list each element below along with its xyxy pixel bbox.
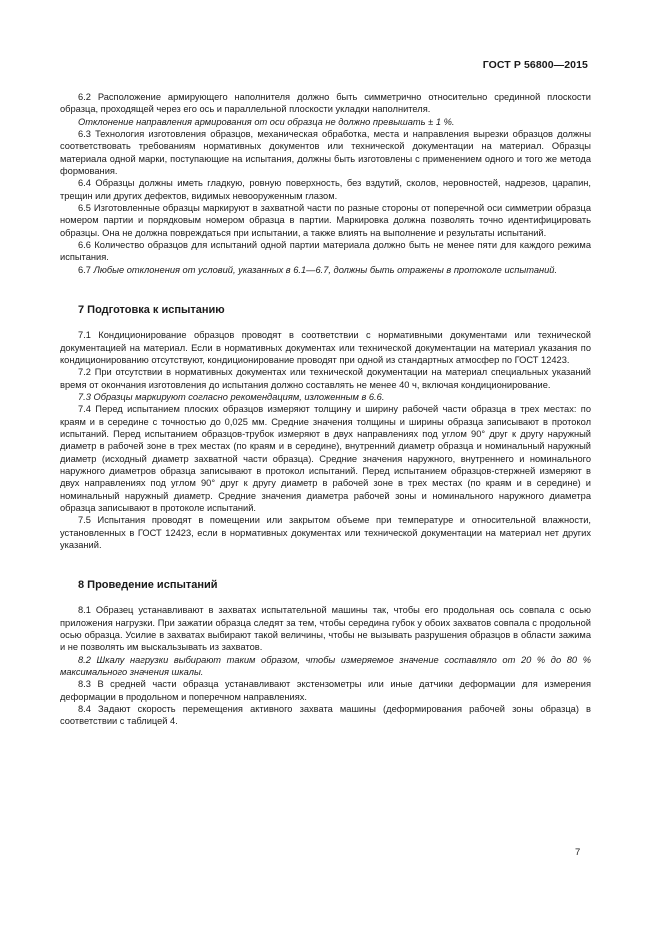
paragraph-7-2: 7.2 При отсутствии в нормативных документах или технической документации на материал специальных указаний время от окончания изготовления до испытания должно составлять не менее 40 ч, включая кондиционирование.	[60, 367, 591, 390]
paragraph-6-3: 6.3 Технология изготовления образцов, механическая обработка, места и направления вырезки образцов должны соответствовать требованиям нормативных документов или технической документации на материал. Образцы материала одной марки, поступающие на испытания, должны быть изготовлены с применением одного и того же метода формования.	[60, 129, 591, 177]
paragraph-7-1: 7.1 Кондиционирование образцов проводят в соответствии с нормативными документами или технической документацией на материал. Если в нормативных документах или технической документации на материал указания по кондиционированию отсутствуют, кондиционирование проводят при одной из стандартных атмосфер по ГОСТ 12423.	[60, 330, 591, 365]
section-7-heading: 7 Подготовка к испытанию	[78, 304, 225, 317]
paragraph-6-2-note: Отклонение направления армирования от оси образца не должно превышать ± 1 %.	[78, 116, 455, 127]
paragraph-6-4: 6.4 Образцы должны иметь гладкую, ровную поверхность, без вздутий, сколов, неровностей, надрезов, царапин, трещин или других дефектов, видимых невооруженным глазом.	[60, 178, 591, 201]
document-code-header: ГОСТ Р 56800—2015	[482, 59, 588, 71]
paragraph-8-2: 8.2 Шкалу нагрузки выбирают таким образом, чтобы измеряемое значение составляло от 20 % до 80 % максимального значения шкалы.	[60, 654, 591, 678]
paragraph-6-2: 6.2 Расположение армирующего наполнителя должно быть симметрично относительно срединной плоскости образца, проходящей через его ось и параллельной плоскости укладки наполнителя.	[60, 92, 591, 115]
paragraph-6-7-text: Любые отклонения от условий, указанных в 6.1—6.7, должны быть отражены в протоколе испытаний.	[93, 264, 558, 275]
paragraph-8-3: 8.3 В средней части образца устанавливают экстензометры или иные датчики деформации для измерения деформации в продольном и поперечном направлениях.	[60, 679, 591, 702]
paragraph-8-4: 8.4 Задают скорость перемещения активного захвата машины (деформирования рабочей зоны образца) в соответствии с таблицей 4.	[60, 704, 591, 727]
paragraph-7-3: 7.3 Образцы маркируют согласно рекомендациям, изложенным в 6.6.	[78, 391, 385, 402]
page-number: 7	[575, 847, 581, 858]
paragraph-7-4: 7.4 Перед испытанием плоских образцов измеряют толщину и ширину рабочей части образца в трех местах: по краям и в середине с точностью до 0,025 мм. Средние значения толщины и ширины образца записывают в протокол испытаний. Перед испытанием образцов-трубок измеряют в двух направлениях под углом 90° друг к другу наружный диаметр в рабочей зоне в трех местах (по краям и в середине), внутренний диаметр образца и номинальный наружный диаметр (исходный диаметр захватной части образца). Средние значения наружного, внутреннего и номинального наружного диаметров образца записывают в протокол испытаний. Перед испытанием образцов-стержней измеряют в двух направлениях под углом 90° друг к другу диаметр в рабочей зоне в трех местах (по краям и в середине) и номинальный наружный диаметр. Средние значения диаметра рабочей зоны и номинального наружного диаметра образца записывают в протоколе испытаний.	[60, 404, 591, 513]
paragraph-6-7	[60, 264, 591, 276]
paragraph-6-6: 6.6 Количество образцов для испытаний одной партии материала должно быть не менее пяти для каждого режима испытания.	[60, 240, 591, 263]
paragraph-8-1: 8.1 Образец устанавливают в захватах испытательной машины так, чтобы его продольная ось совпала с осью приложения нагрузки. При зажатии образца следят за тем, чтобы середина губок у обоих захватов совпала с продольной осью образца. Усилие в захватах выбирают такой величины, чтобы не вызывать разрушения образцов в области зажима и не позволять им выскальзывать из захватов.	[60, 605, 591, 653]
paragraph-6-5: 6.5 Изготовленные образцы маркируют в захватной части по разные стороны от поперечной оси симметрии образца номером партии и порядковым номером образца в партии. Маркировка должна позволять точно идентифицировать образцы. Она не должна повреждаться при испытании, а также влиять на выполнение и результаты испытаний.	[60, 203, 591, 238]
document-body	[60, 91, 591, 728]
section-8-heading: 8 Проведение испытаний	[78, 579, 218, 592]
paragraph-7-5: 7.5 Испытания проводят в помещении или закрытом объеме при температуре и относительной влажности, установленных в ГОСТ 12423, если в нормативных документах или технической документации на материал нет других указаний.	[60, 515, 591, 550]
paragraph-6-7-number: 6.7	[78, 264, 94, 275]
